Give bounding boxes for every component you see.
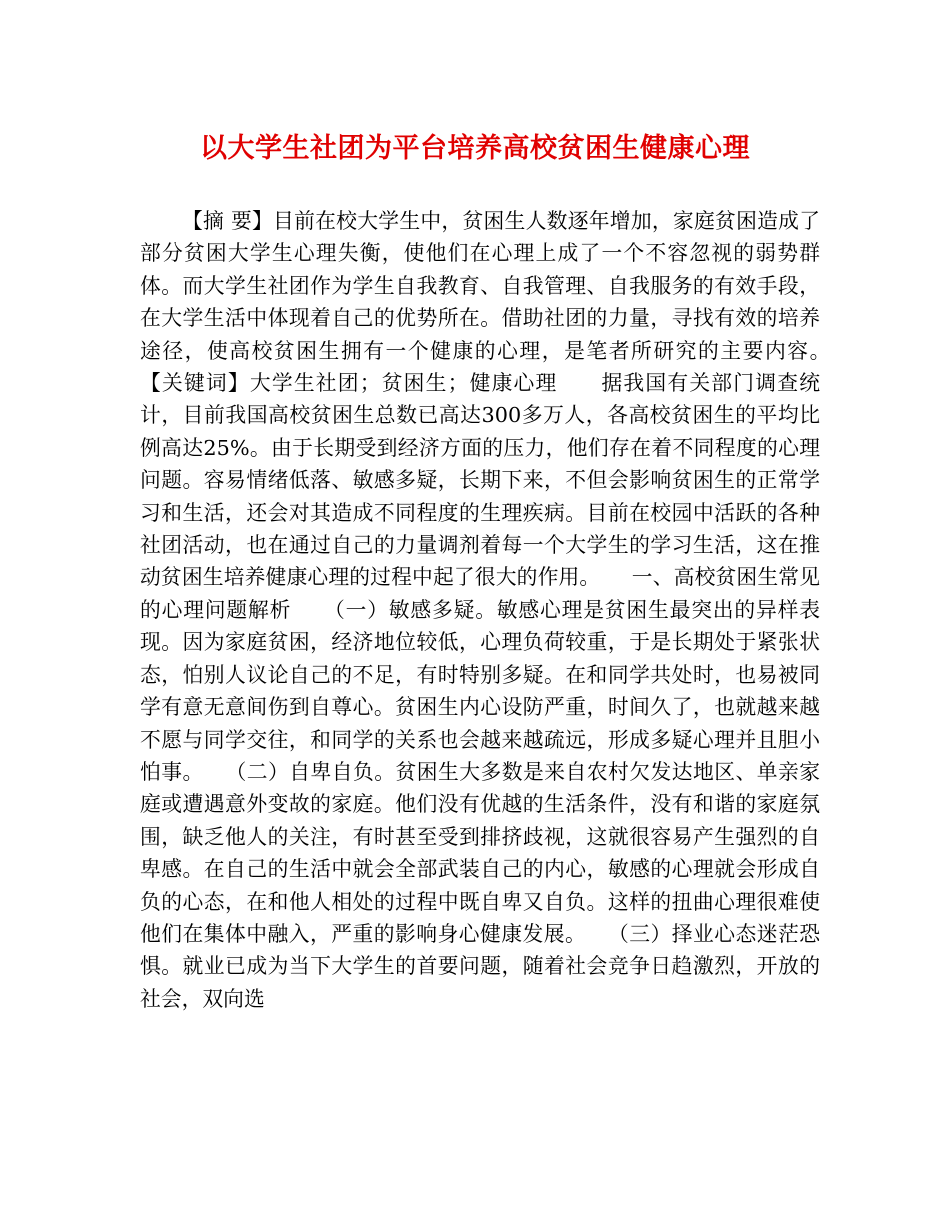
document-body: 【摘 要】目前在校大学生中，贫困生人数逐年增加，家庭贫困造成了部分贫困大学生心理失衡，使他们在心理上成了一个不容忽视的弱势群体。而大学生社团作为学生自我教育、自我管理、自我服务的有效手段，在大学生活中体现着自己的优势所在。借助社团的力量，寻找有效的培养途径，使高校贫困生拥有一个健康的心理，是笔者所研究的主要内容。 【关键词】大学生社团；贫困生；健康心理 据我国有关部门调查统计，目前我国高校贫困生总数已高达300多万人，各高校贫困生的平均比例高达25%。由于长期受到经济方面的压力，他们存在着不同程度的心理问题。容易情绪低落、敏感多疑，长期下来，不但会影响贫困生的正常学习和生活，还会对其造成不同程度的生理疾病。目前在校园中活跃的各种社团活动，也在通过自己的力量调剂着每一个大学生的学习生活，这在推动贫困生培养健康心理的过程中起了很大的作用。 一、高校贫困生常见的心理问题解析 （一）敏感多疑。敏感心理是贫困生最突出的异样表现。因为家庭贫困，经济地位较低，心理负荷较重，于是长期处于紧张状态，怕别人议论自己的不足，有时特别多疑。在和同学共处时，也易被同学有意无意间伤到自尊心。贫困生内心设防严重，时间久了，也就越来越不愿与同学交往，和同学的关系也会越来越疏远，形成多疑心理并且胆小怕事。 （二）自卑自负。贫困生大多数是来自农村欠发达地区、单亲家庭或遭遇意外变故的家庭。他们没有优越的生活条件，没有和谐的家庭氛围，缺乏他人的关注，有时甚至受到排挤歧视，这就很容易产生强烈的自卑感。在自己的生活中就会全部武装自己的内心，敏感的心理就会形成自负的心态，在和他人相处的过程中既自卑又自负。这样的扭曲心理很难使他们在集体中融入，严重的影响身心健康发展。 （三）择业心态迷茫恐惧。就业已成为当下大学生的首要问题，随着社会竞争日趋激烈，开放的社会，双向选 (140, 209, 862, 1011)
document-title: 以大学生社团为平台培养高校贫困生健康心理 (200, 133, 750, 164)
